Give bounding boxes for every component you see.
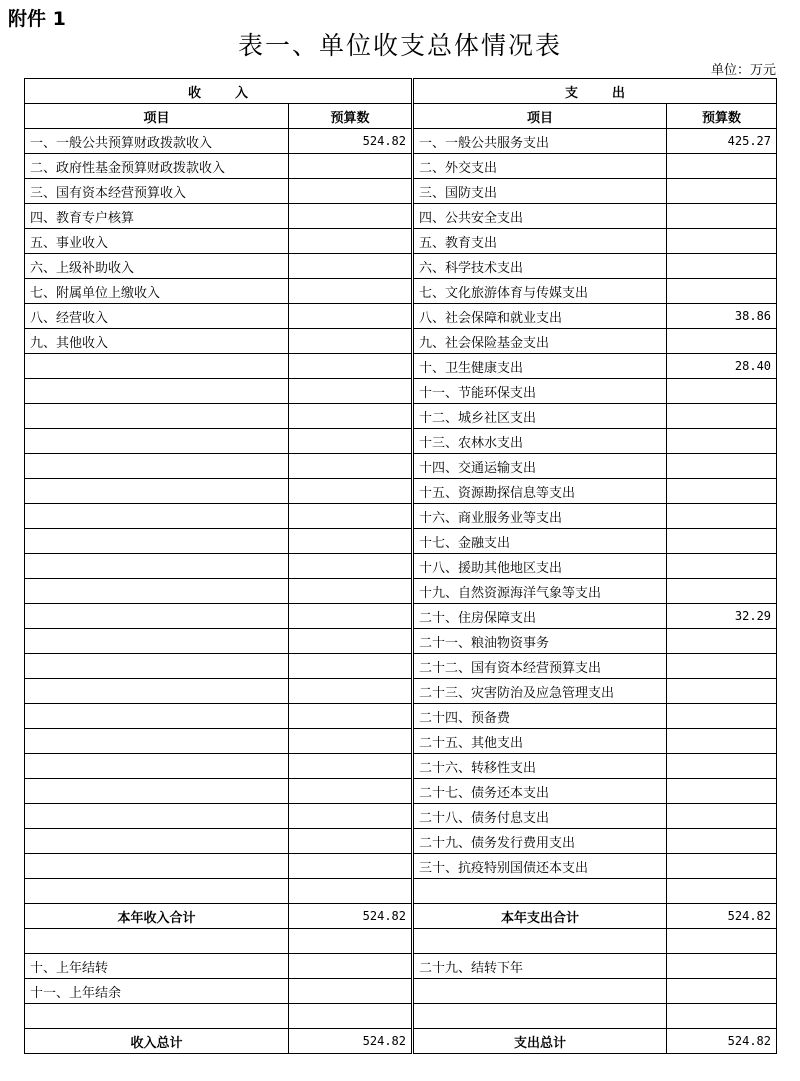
income-value-cell — [289, 779, 412, 804]
expense-col-item: 项目 — [414, 104, 667, 129]
table-row — [25, 704, 412, 729]
expense-table-wrapper — [413, 78, 776, 1054]
expense-carry-value-cell — [667, 1004, 777, 1029]
income-year-total-value: 524.82 — [289, 904, 412, 929]
table-row — [25, 204, 412, 229]
table-row — [25, 729, 412, 754]
expense-value-cell — [667, 479, 777, 504]
income-item-cell — [25, 554, 289, 579]
table-row — [414, 454, 777, 479]
attachment-label: 附件 1 — [8, 8, 66, 30]
table-row — [414, 229, 777, 254]
income-item-cell — [25, 879, 289, 904]
table-row — [25, 654, 412, 679]
income-grand-total-value: 524.82 — [289, 1029, 412, 1054]
table-row — [414, 679, 777, 704]
income-item-cell — [25, 579, 289, 604]
expense-item-cell: 一、一般公共服务支出 — [414, 129, 667, 154]
expense-item-cell: 四、公共安全支出 — [414, 204, 667, 229]
expense-section-row — [414, 79, 777, 104]
income-value-cell — [289, 454, 412, 479]
table-row — [414, 479, 777, 504]
income-value-cell — [289, 529, 412, 554]
table-row — [414, 729, 777, 754]
expense-item-cell: 十三、农林水支出 — [414, 429, 667, 454]
table-row — [414, 204, 777, 229]
table-row — [25, 379, 412, 404]
expense-item-cell: 二十七、债务还本支出 — [414, 779, 667, 804]
income-value-cell — [289, 429, 412, 454]
income-item-cell: 八、经营收入 — [25, 304, 289, 329]
income-item-cell — [25, 604, 289, 629]
expense-value-cell — [667, 854, 777, 879]
expense-value-cell — [667, 729, 777, 754]
table-row — [414, 254, 777, 279]
table-row — [25, 179, 412, 204]
income-section-label: 收入 — [25, 79, 412, 104]
expense-item-cell: 二十三、灾害防治及应急管理支出 — [414, 679, 667, 704]
table-row — [414, 579, 777, 604]
table-row — [414, 154, 777, 179]
income-header-row — [25, 104, 412, 129]
income-item-cell — [25, 629, 289, 654]
income-item-cell — [25, 529, 289, 554]
table-row — [25, 1004, 412, 1029]
income-table-wrapper — [24, 78, 411, 1054]
income-value-cell — [289, 554, 412, 579]
table-row — [414, 754, 777, 779]
table-row — [25, 979, 412, 1004]
expense-value-cell — [667, 204, 777, 229]
income-item-cell: 七、附属单位上缴收入 — [25, 279, 289, 304]
expense-item-cell: 二十、住房保障支出 — [414, 604, 667, 629]
expense-item-cell: 十二、城乡社区支出 — [414, 404, 667, 429]
table-row — [25, 479, 412, 504]
table-row — [25, 679, 412, 704]
income-year-total-row — [25, 904, 412, 929]
income-value-cell — [289, 304, 412, 329]
table-row — [25, 429, 412, 454]
income-value-cell — [289, 504, 412, 529]
income-table — [24, 78, 412, 1054]
expense-value-cell — [667, 629, 777, 654]
table-row — [25, 354, 412, 379]
expense-carry-value-cell — [667, 954, 777, 979]
expense-value-cell — [667, 754, 777, 779]
table-row — [25, 629, 412, 654]
expense-item-cell: 五、教育支出 — [414, 229, 667, 254]
income-value-cell — [289, 329, 412, 354]
table-row — [414, 929, 777, 954]
table-row — [414, 654, 777, 679]
income-value-cell — [289, 229, 412, 254]
income-item-cell — [25, 429, 289, 454]
income-carry-value-cell — [289, 979, 412, 1004]
expense-col-budget: 预算数 — [667, 104, 777, 129]
income-item-cell — [25, 854, 289, 879]
income-value-cell — [289, 804, 412, 829]
table-row — [25, 254, 412, 279]
income-year-total-label: 本年收入合计 — [25, 904, 289, 929]
expense-header-row — [414, 104, 777, 129]
expense-item-cell: 七、文化旅游体育与传媒支出 — [414, 279, 667, 304]
income-value-cell — [289, 279, 412, 304]
expense-value-cell — [667, 779, 777, 804]
table-row — [25, 279, 412, 304]
table-row — [25, 854, 412, 879]
expense-value-cell — [667, 704, 777, 729]
income-value-cell — [289, 654, 412, 679]
income-item-cell: 三、国有资本经营预算收入 — [25, 179, 289, 204]
expense-carry-item-cell — [414, 1004, 667, 1029]
expense-item-cell: 十八、援助其他地区支出 — [414, 554, 667, 579]
table-row — [25, 879, 412, 904]
table-row — [25, 554, 412, 579]
table-row — [25, 229, 412, 254]
expense-year-total-label: 本年支出合计 — [414, 904, 667, 929]
income-item-cell: 六、上级补助收入 — [25, 254, 289, 279]
page-title: 表一、单位收支总体情况表 — [237, 31, 562, 60]
table-row — [414, 329, 777, 354]
expense-value-cell — [667, 554, 777, 579]
income-value-cell — [289, 579, 412, 604]
expense-item-cell: 十、卫生健康支出 — [414, 354, 667, 379]
income-carry-item-cell: 十一、上年结余 — [25, 979, 289, 1004]
expense-value-cell — [667, 504, 777, 529]
expense-value-cell: 32.29 — [667, 604, 777, 629]
income-value-cell — [289, 729, 412, 754]
expense-value-cell — [667, 179, 777, 204]
income-carry-value-cell — [289, 1004, 412, 1029]
expense-grand-total-row — [414, 1029, 777, 1054]
income-value-cell — [289, 179, 412, 204]
expense-item-cell: 十五、资源勘探信息等支出 — [414, 479, 667, 504]
income-carry-value-cell — [289, 929, 412, 954]
expense-value-cell — [667, 579, 777, 604]
table-row — [414, 304, 777, 329]
table-row — [414, 854, 777, 879]
income-grand-total-label: 收入总计 — [25, 1029, 289, 1054]
table-row — [25, 529, 412, 554]
expense-value-cell — [667, 379, 777, 404]
table-row — [25, 954, 412, 979]
expense-value-cell: 425.27 — [667, 129, 777, 154]
expense-value-cell — [667, 879, 777, 904]
expense-value-cell — [667, 254, 777, 279]
income-carry-item-cell — [25, 929, 289, 954]
table-row — [414, 804, 777, 829]
expense-item-cell: 二十五、其他支出 — [414, 729, 667, 754]
table-row — [414, 604, 777, 629]
table-row — [25, 154, 412, 179]
expense-grand-total-label: 支出总计 — [414, 1029, 667, 1054]
income-col-item: 项目 — [25, 104, 289, 129]
table-row — [25, 454, 412, 479]
expense-value-cell — [667, 229, 777, 254]
income-value-cell — [289, 629, 412, 654]
table-row — [414, 554, 777, 579]
income-value-cell — [289, 204, 412, 229]
table-row — [25, 779, 412, 804]
table-row — [414, 879, 777, 904]
table-row — [414, 504, 777, 529]
expense-carry-value-cell — [667, 929, 777, 954]
expense-value-cell: 38.86 — [667, 304, 777, 329]
income-item-cell — [25, 679, 289, 704]
income-value-cell — [289, 404, 412, 429]
income-value-cell — [289, 829, 412, 854]
income-item-cell — [25, 479, 289, 504]
table-row — [414, 704, 777, 729]
income-value-cell — [289, 254, 412, 279]
income-item-cell — [25, 379, 289, 404]
expense-value-cell — [667, 279, 777, 304]
table-row — [414, 429, 777, 454]
expense-item-cell: 九、社会保险基金支出 — [414, 329, 667, 354]
income-item-cell — [25, 704, 289, 729]
expense-value-cell — [667, 679, 777, 704]
income-item-cell — [25, 454, 289, 479]
income-item-cell: 九、其他收入 — [25, 329, 289, 354]
income-item-cell — [25, 804, 289, 829]
expense-item-cell: 十一、节能环保支出 — [414, 379, 667, 404]
table-row — [25, 604, 412, 629]
income-value-cell — [289, 854, 412, 879]
income-carry-item-cell — [25, 1004, 289, 1029]
expense-table — [413, 78, 777, 1054]
table-row — [414, 354, 777, 379]
expense-item-cell: 六、科学技术支出 — [414, 254, 667, 279]
expense-item-cell: 十四、交通运输支出 — [414, 454, 667, 479]
income-value-cell — [289, 354, 412, 379]
income-item-cell: 二、政府性基金预算财政拨款收入 — [25, 154, 289, 179]
table-row — [25, 754, 412, 779]
expense-value-cell — [667, 804, 777, 829]
table-row — [25, 804, 412, 829]
income-item-cell — [25, 404, 289, 429]
income-value-cell — [289, 379, 412, 404]
table-row — [414, 279, 777, 304]
expense-value-cell: 28.40 — [667, 354, 777, 379]
income-value-cell — [289, 479, 412, 504]
income-col-budget: 预算数 — [289, 104, 412, 129]
income-value-cell — [289, 604, 412, 629]
expense-item-cell: 十九、自然资源海洋气象等支出 — [414, 579, 667, 604]
table-row — [414, 379, 777, 404]
expense-item-cell: 十六、商业服务业等支出 — [414, 504, 667, 529]
income-item-cell: 四、教育专户核算 — [25, 204, 289, 229]
expense-item-cell: 二十一、粮油物资事务 — [414, 629, 667, 654]
income-item-cell — [25, 354, 289, 379]
expense-item-cell: 二十二、国有资本经营预算支出 — [414, 654, 667, 679]
expense-item-cell: 八、社会保障和就业支出 — [414, 304, 667, 329]
income-item-cell: 五、事业收入 — [25, 229, 289, 254]
expense-carry-value-cell — [667, 979, 777, 1004]
table-row — [25, 829, 412, 854]
expense-value-cell — [667, 429, 777, 454]
table-row — [25, 929, 412, 954]
unit-label: 单位：万元 — [710, 63, 776, 78]
table-row — [25, 304, 412, 329]
income-item-cell — [25, 729, 289, 754]
income-value-cell — [289, 754, 412, 779]
income-carry-item-cell: 十、上年结转 — [25, 954, 289, 979]
table-row — [25, 579, 412, 604]
table-row — [414, 954, 777, 979]
expense-value-cell — [667, 404, 777, 429]
expense-value-cell — [667, 529, 777, 554]
income-item-cell: 一、一般公共预算财政拨款收入 — [25, 129, 289, 154]
expense-value-cell — [667, 154, 777, 179]
table-row — [414, 129, 777, 154]
expense-grand-total-value: 524.82 — [667, 1029, 777, 1054]
table-row — [414, 1004, 777, 1029]
expense-item-cell: 三十、抗疫特别国债还本支出 — [414, 854, 667, 879]
income-item-cell — [25, 829, 289, 854]
table-row — [25, 129, 412, 154]
table-row — [414, 979, 777, 1004]
income-item-cell — [25, 504, 289, 529]
expense-item-cell: 二十九、债务发行费用支出 — [414, 829, 667, 854]
expense-year-total-row — [414, 904, 777, 929]
table-row — [414, 529, 777, 554]
income-value-cell — [289, 879, 412, 904]
expense-carry-item-cell — [414, 929, 667, 954]
expense-item-cell: 十七、金融支出 — [414, 529, 667, 554]
income-section-row — [25, 79, 412, 104]
expense-carry-item-cell: 二十九、结转下年 — [414, 954, 667, 979]
expense-item-cell: 二十四、预备费 — [414, 704, 667, 729]
table-row — [25, 404, 412, 429]
table-row — [414, 779, 777, 804]
income-value-cell: 524.82 — [289, 129, 412, 154]
expense-value-cell — [667, 654, 777, 679]
table-row — [414, 404, 777, 429]
expense-item-cell: 三、国防支出 — [414, 179, 667, 204]
expense-value-cell — [667, 454, 777, 479]
expense-value-cell — [667, 829, 777, 854]
income-value-cell — [289, 704, 412, 729]
income-value-cell — [289, 679, 412, 704]
expense-item-cell — [414, 879, 667, 904]
income-item-cell — [25, 754, 289, 779]
income-item-cell — [25, 779, 289, 804]
expense-carry-item-cell — [414, 979, 667, 1004]
income-value-cell — [289, 154, 412, 179]
table-row — [25, 504, 412, 529]
table-row — [414, 629, 777, 654]
table-row — [414, 829, 777, 854]
table-row — [25, 329, 412, 354]
expense-section-label: 支出 — [414, 79, 777, 104]
expense-year-total-value: 524.82 — [667, 904, 777, 929]
income-item-cell — [25, 654, 289, 679]
income-carry-value-cell — [289, 954, 412, 979]
expense-item-cell: 二十六、转移性支出 — [414, 754, 667, 779]
expense-item-cell: 二、外交支出 — [414, 154, 667, 179]
table-row — [414, 179, 777, 204]
income-grand-total-row — [25, 1029, 412, 1054]
expense-item-cell: 二十八、债务付息支出 — [414, 804, 667, 829]
expense-value-cell — [667, 329, 777, 354]
